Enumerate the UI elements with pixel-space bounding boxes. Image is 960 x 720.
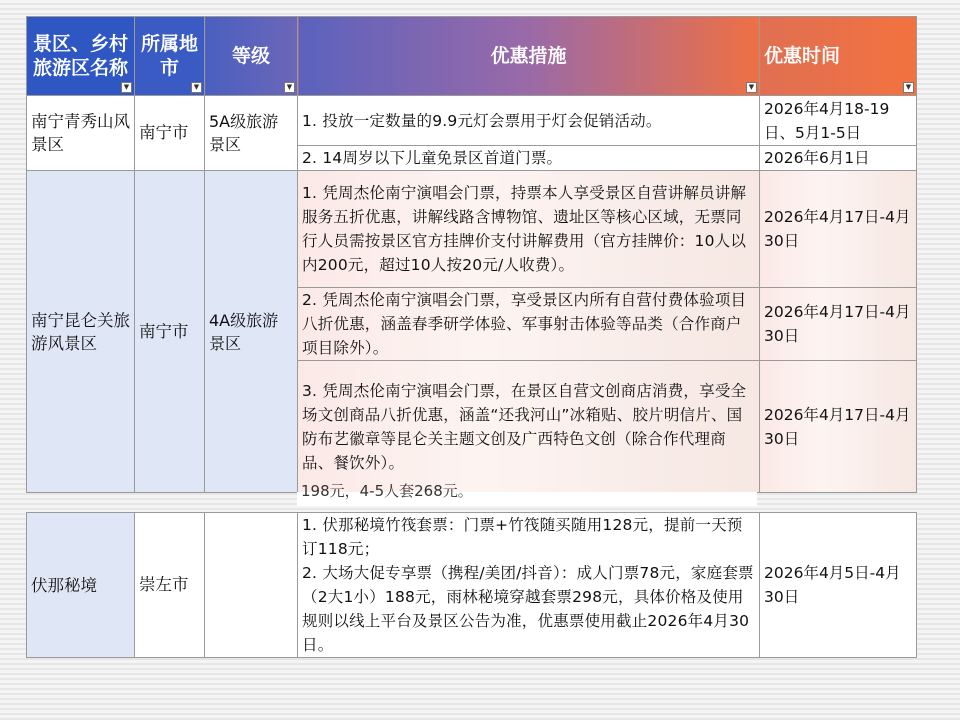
header-measures bbox=[298, 17, 760, 96]
header-measures-label: 优惠措施 bbox=[490, 45, 567, 67]
cut-off-text-strip bbox=[297, 482, 757, 506]
time-cell: 2026年6月1日 bbox=[760, 146, 917, 171]
header-grade-label: 等级 bbox=[231, 45, 270, 67]
time-cell: 2026年4月17日-4月30日 bbox=[760, 288, 917, 361]
measure-cell: 1. 凭周杰伦南宁演唱会门票，持票本人享受景区自营讲解员讲解服务五折优惠，讲解线路含博物馆、遗址区等核心区域，无票同行人员需按景区官方挂牌价支付讲解费用（官方挂牌价：10人以内200元，超过10人按20元/人收费）。 bbox=[298, 171, 760, 288]
time-cell: 2026年4月17日-4月30日 bbox=[760, 171, 917, 288]
measure-line: 1. 伏那秘境竹筏套票：门票+竹筏随买随用128元，提前一天预订118元； bbox=[302, 516, 743, 558]
measure-cell: 2. 14周岁以下儿童免景区首道门票。 bbox=[298, 146, 760, 171]
grade-cell: 4A级旅游景区 bbox=[205, 171, 298, 493]
promotions-table-upper bbox=[26, 16, 917, 493]
filter-dropdown-icon[interactable]: ▼ bbox=[746, 82, 757, 93]
filter-dropdown-icon[interactable]: ▼ bbox=[121, 82, 132, 93]
city-cell: 南宁市 bbox=[135, 96, 205, 171]
promotions-table-lower bbox=[26, 512, 917, 658]
filter-dropdown-icon[interactable]: ▼ bbox=[191, 82, 202, 93]
header-time bbox=[760, 17, 917, 96]
measure-cell bbox=[298, 513, 760, 658]
table-row bbox=[27, 96, 917, 146]
filter-dropdown-icon[interactable]: ▼ bbox=[903, 82, 914, 93]
measure-cell: 1. 投放一定数量的9.9元灯会票用于灯会促销活动。 bbox=[298, 96, 760, 146]
city-cell: 南宁市 bbox=[135, 171, 205, 493]
measure-line: 2. 大场大促专享票（携程/美团/抖音）：成人门票78元，家庭套票（2大1小）188元，雨林秘境穿越套票298元，具体价格及使用规则以线上平台及景区公告为准，优惠票使用截止2026年4月30日。 bbox=[302, 564, 754, 654]
time-cell: 2026年4月18-19日、5月1-5日 bbox=[760, 96, 917, 146]
cut-off-text: 198元，4-5人套268元。 bbox=[301, 482, 473, 500]
measure-cell: 2. 凭周杰伦南宁演唱会门票，享受景区内所有自营付费体验项目八折优惠，涵盖春季研学体验、军事射击体验等品类（合作商户项目除外）。 bbox=[298, 288, 760, 361]
scenic-name-cell: 南宁昆仑关旅游风景区 bbox=[27, 171, 135, 493]
scenic-name-cell: 南宁青秀山风景区 bbox=[27, 96, 135, 171]
header-row bbox=[27, 17, 917, 96]
header-grade bbox=[205, 17, 298, 96]
table-row bbox=[27, 171, 917, 288]
header-city-label: 所属地市 bbox=[140, 33, 198, 79]
header-name-label: 景区、乡村旅游区名称 bbox=[32, 33, 128, 79]
header-city bbox=[135, 17, 205, 96]
time-cell: 2026年4月5日-4月30日 bbox=[760, 513, 917, 658]
header-time-label: 优惠时间 bbox=[764, 45, 841, 67]
scenic-name-cell: 伏那秘境 bbox=[27, 513, 135, 658]
grade-cell bbox=[205, 513, 298, 658]
filter-dropdown-icon[interactable]: ▼ bbox=[284, 82, 295, 93]
table-row bbox=[27, 513, 917, 658]
grade-cell: 5A级旅游景区 bbox=[205, 96, 298, 171]
city-cell: 崇左市 bbox=[135, 513, 205, 658]
measure-cell: 3. 凭周杰伦南宁演唱会门票，在景区自营文创商店消费，享受全场文创商品八折优惠，涵盖“还我河山”冰箱贴、胶片明信片、国防布艺徽章等昆仑关主题文创及广西特色文创（除合作代理商品、餐饮外）。 bbox=[298, 361, 760, 493]
header-name bbox=[27, 17, 135, 96]
time-cell: 2026年4月17日-4月30日 bbox=[760, 361, 917, 493]
